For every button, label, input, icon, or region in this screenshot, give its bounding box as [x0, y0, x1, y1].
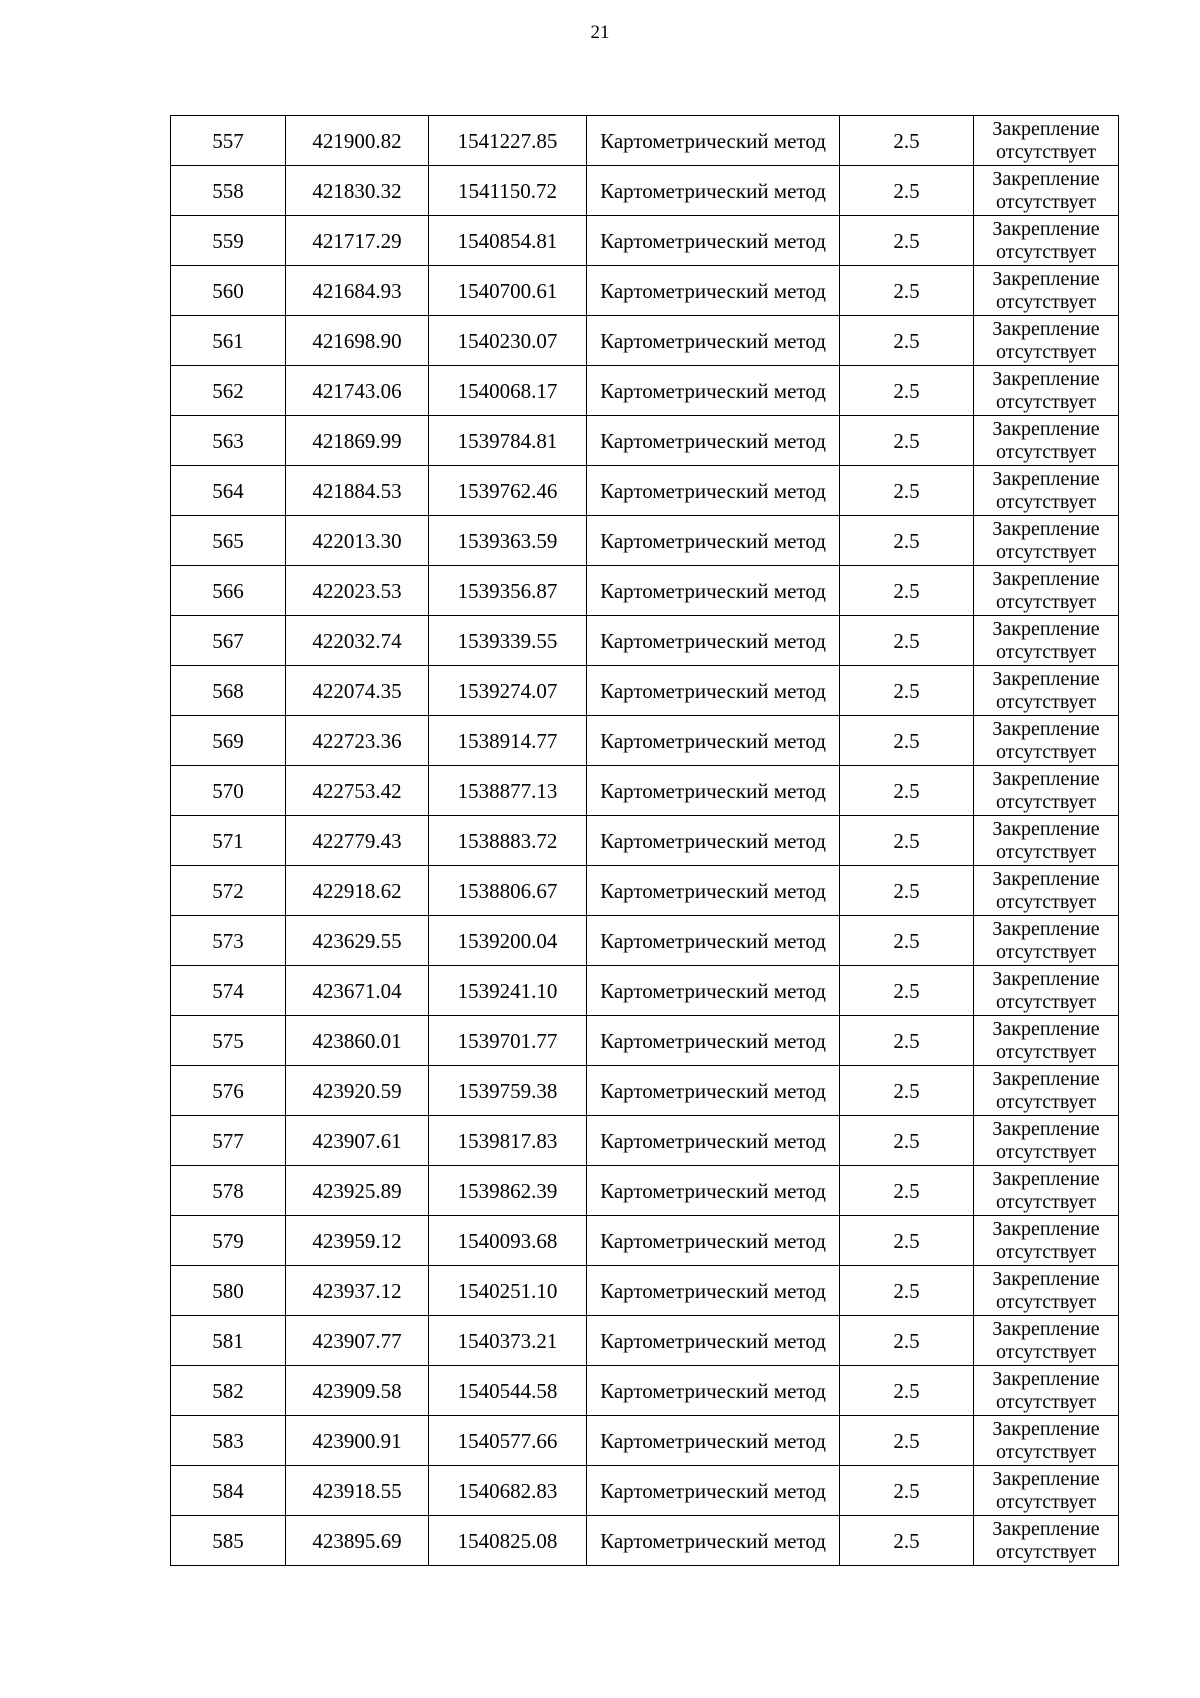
fixation-cell — [974, 816, 1119, 866]
point-number-cell: 563 — [171, 416, 286, 466]
accuracy-cell: 2.5 — [840, 1516, 974, 1566]
x-coordinate-cell: 422918.62 — [286, 866, 429, 916]
fixation-cell — [974, 1416, 1119, 1466]
table-row — [171, 466, 1119, 516]
table-row — [171, 916, 1119, 966]
table-row — [171, 366, 1119, 416]
method-cell: Картометрический метод — [587, 1266, 840, 1316]
x-coordinate-cell: 423925.89 — [286, 1166, 429, 1216]
table-row — [171, 1516, 1119, 1566]
fixation-cell — [974, 1216, 1119, 1266]
fixation-cell — [974, 516, 1119, 566]
fixation-cell — [974, 416, 1119, 466]
x-coordinate-cell: 422032.74 — [286, 616, 429, 666]
fixation-cell — [974, 1366, 1119, 1416]
point-number-cell: 584 — [171, 1466, 286, 1516]
x-coordinate-cell: 421900.82 — [286, 116, 429, 166]
point-number-cell: 582 — [171, 1366, 286, 1416]
accuracy-cell: 2.5 — [840, 216, 974, 266]
fixation-line-2: отсутствует — [995, 1490, 1097, 1513]
table-row — [171, 516, 1119, 566]
y-coordinate-cell: 1539356.87 — [429, 566, 587, 616]
table-row — [171, 766, 1119, 816]
fixation-line-1: Закрепление — [992, 867, 1100, 890]
method-cell: Картометрический метод — [587, 1166, 840, 1216]
coordinates-table-body — [171, 116, 1119, 1566]
fixation-line-1: Закрепление — [992, 717, 1100, 740]
y-coordinate-cell: 1538806.67 — [429, 866, 587, 916]
table-row — [171, 216, 1119, 266]
fixation-cell — [974, 1466, 1119, 1516]
fixation-line-1: Закрепление — [992, 917, 1100, 940]
fixation-line-1: Закрепление — [992, 117, 1100, 140]
point-number-cell: 559 — [171, 216, 286, 266]
point-number-cell: 572 — [171, 866, 286, 916]
point-number-cell: 574 — [171, 966, 286, 1016]
fixation-cell — [974, 1166, 1119, 1216]
method-cell: Картометрический метод — [587, 1366, 840, 1416]
table-row — [171, 1216, 1119, 1266]
x-coordinate-cell: 423920.59 — [286, 1066, 429, 1116]
fixation-line-2: отсутствует — [995, 340, 1097, 363]
fixation-line-2: отсутствует — [995, 940, 1097, 963]
accuracy-cell: 2.5 — [840, 1316, 974, 1366]
accuracy-cell: 2.5 — [840, 816, 974, 866]
y-coordinate-cell: 1539817.83 — [429, 1116, 587, 1166]
method-cell: Картометрический метод — [587, 1466, 840, 1516]
fixation-cell — [974, 766, 1119, 816]
table-row — [171, 1366, 1119, 1416]
fixation-line-1: Закрепление — [992, 1017, 1100, 1040]
fixation-line-2: отсутствует — [995, 1140, 1097, 1163]
y-coordinate-cell: 1538914.77 — [429, 716, 587, 766]
table-row — [171, 266, 1119, 316]
fixation-line-1: Закрепление — [992, 1417, 1100, 1440]
table-row — [171, 666, 1119, 716]
method-cell: Картометрический метод — [587, 216, 840, 266]
x-coordinate-cell: 423900.91 — [286, 1416, 429, 1466]
fixation-line-1: Закрепление — [992, 267, 1100, 290]
x-coordinate-cell: 422013.30 — [286, 516, 429, 566]
table-row — [171, 816, 1119, 866]
fixation-line-1: Закрепление — [992, 617, 1100, 640]
fixation-line-2: отсутствует — [995, 640, 1097, 663]
fixation-line-1: Закрепление — [992, 1067, 1100, 1090]
accuracy-cell: 2.5 — [840, 416, 974, 466]
method-cell: Картометрический метод — [587, 1016, 840, 1066]
x-coordinate-cell: 421743.06 — [286, 366, 429, 416]
point-number-cell: 581 — [171, 1316, 286, 1366]
method-cell: Картометрический метод — [587, 266, 840, 316]
method-cell: Картометрический метод — [587, 616, 840, 666]
point-number-cell: 565 — [171, 516, 286, 566]
accuracy-cell: 2.5 — [840, 116, 974, 166]
fixation-line-1: Закрепление — [992, 967, 1100, 990]
method-cell: Картометрический метод — [587, 116, 840, 166]
method-cell: Картометрический метод — [587, 366, 840, 416]
fixation-line-2: отсутствует — [995, 690, 1097, 713]
fixation-line-1: Закрепление — [992, 517, 1100, 540]
y-coordinate-cell: 1540373.21 — [429, 1316, 587, 1366]
fixation-cell — [974, 716, 1119, 766]
x-coordinate-cell: 422753.42 — [286, 766, 429, 816]
fixation-line-2: отсутствует — [995, 140, 1097, 163]
method-cell: Картометрический метод — [587, 1066, 840, 1116]
fixation-cell — [974, 266, 1119, 316]
method-cell: Картометрический метод — [587, 1416, 840, 1466]
coordinates-table — [170, 115, 1119, 1566]
fixation-line-1: Закрепление — [992, 1367, 1100, 1390]
fixation-line-1: Закрепление — [992, 767, 1100, 790]
accuracy-cell: 2.5 — [840, 866, 974, 916]
accuracy-cell: 2.5 — [840, 1416, 974, 1466]
x-coordinate-cell: 421830.32 — [286, 166, 429, 216]
y-coordinate-cell: 1539363.59 — [429, 516, 587, 566]
fixation-line-1: Закрепление — [992, 1517, 1100, 1540]
table-row — [171, 866, 1119, 916]
y-coordinate-cell: 1539200.04 — [429, 916, 587, 966]
table-row — [171, 116, 1119, 166]
fixation-cell — [974, 966, 1119, 1016]
fixation-line-2: отсутствует — [995, 1240, 1097, 1263]
y-coordinate-cell: 1539701.77 — [429, 1016, 587, 1066]
fixation-line-2: отсутствует — [995, 1340, 1097, 1363]
x-coordinate-cell: 423918.55 — [286, 1466, 429, 1516]
y-coordinate-cell: 1539241.10 — [429, 966, 587, 1016]
y-coordinate-cell: 1541150.72 — [429, 166, 587, 216]
fixation-line-1: Закрепление — [992, 1317, 1100, 1340]
x-coordinate-cell: 421684.93 — [286, 266, 429, 316]
x-coordinate-cell: 422779.43 — [286, 816, 429, 866]
table-row — [171, 566, 1119, 616]
point-number-cell: 576 — [171, 1066, 286, 1116]
fixation-cell — [974, 466, 1119, 516]
accuracy-cell: 2.5 — [840, 366, 974, 416]
fixation-line-1: Закрепление — [992, 417, 1100, 440]
accuracy-cell: 2.5 — [840, 466, 974, 516]
fixation-line-1: Закрепление — [992, 217, 1100, 240]
fixation-line-2: отсутствует — [995, 990, 1097, 1013]
fixation-cell — [974, 166, 1119, 216]
point-number-cell: 557 — [171, 116, 286, 166]
fixation-line-1: Закрепление — [992, 1467, 1100, 1490]
fixation-line-1: Закрепление — [992, 367, 1100, 390]
point-number-cell: 577 — [171, 1116, 286, 1166]
y-coordinate-cell: 1538883.72 — [429, 816, 587, 866]
y-coordinate-cell: 1540544.58 — [429, 1366, 587, 1416]
fixation-line-1: Закрепление — [992, 317, 1100, 340]
y-coordinate-cell: 1540230.07 — [429, 316, 587, 366]
fixation-line-2: отсутствует — [995, 590, 1097, 613]
fixation-cell — [974, 1316, 1119, 1366]
fixation-cell — [974, 316, 1119, 366]
x-coordinate-cell: 423909.58 — [286, 1366, 429, 1416]
accuracy-cell: 2.5 — [840, 166, 974, 216]
x-coordinate-cell: 423671.04 — [286, 966, 429, 1016]
fixation-line-2: отсутствует — [995, 290, 1097, 313]
point-number-cell: 585 — [171, 1516, 286, 1566]
method-cell: Картометрический метод — [587, 566, 840, 616]
point-number-cell: 571 — [171, 816, 286, 866]
point-number-cell: 558 — [171, 166, 286, 216]
accuracy-cell: 2.5 — [840, 316, 974, 366]
fixation-line-2: отсутствует — [995, 890, 1097, 913]
fixation-line-1: Закрепление — [992, 1167, 1100, 1190]
y-coordinate-cell: 1539339.55 — [429, 616, 587, 666]
fixation-cell — [974, 216, 1119, 266]
fixation-line-2: отсутствует — [995, 1390, 1097, 1413]
table-row — [171, 1116, 1119, 1166]
fixation-line-2: отсутствует — [995, 1040, 1097, 1063]
accuracy-cell: 2.5 — [840, 1366, 974, 1416]
page-number: 21 — [590, 22, 610, 43]
method-cell: Картометрический метод — [587, 416, 840, 466]
fixation-line-1: Закрепление — [992, 567, 1100, 590]
method-cell: Картометрический метод — [587, 766, 840, 816]
accuracy-cell: 2.5 — [840, 1116, 974, 1166]
point-number-cell: 573 — [171, 916, 286, 966]
table-row — [171, 1466, 1119, 1516]
point-number-cell: 580 — [171, 1266, 286, 1316]
y-coordinate-cell: 1540825.08 — [429, 1516, 587, 1566]
method-cell: Картометрический метод — [587, 466, 840, 516]
fixation-line-1: Закрепление — [992, 1117, 1100, 1140]
table-row — [171, 316, 1119, 366]
y-coordinate-cell: 1539274.07 — [429, 666, 587, 716]
x-coordinate-cell: 421698.90 — [286, 316, 429, 366]
y-coordinate-cell: 1540854.81 — [429, 216, 587, 266]
method-cell: Картометрический метод — [587, 866, 840, 916]
fixation-line-2: отсутствует — [995, 1090, 1097, 1113]
method-cell: Картометрический метод — [587, 316, 840, 366]
y-coordinate-cell: 1538877.13 — [429, 766, 587, 816]
fixation-cell — [974, 1116, 1119, 1166]
fixation-cell — [974, 1266, 1119, 1316]
fixation-line-2: отсутствует — [995, 1190, 1097, 1213]
accuracy-cell: 2.5 — [840, 716, 974, 766]
table-row — [171, 966, 1119, 1016]
x-coordinate-cell: 423895.69 — [286, 1516, 429, 1566]
method-cell: Картометрический метод — [587, 966, 840, 1016]
fixation-line-1: Закрепление — [992, 167, 1100, 190]
fixation-cell — [974, 1066, 1119, 1116]
point-number-cell: 567 — [171, 616, 286, 666]
y-coordinate-cell: 1540251.10 — [429, 1266, 587, 1316]
point-number-cell: 569 — [171, 716, 286, 766]
fixation-cell — [974, 366, 1119, 416]
table-row — [171, 416, 1119, 466]
table-row — [171, 616, 1119, 666]
fixation-line-1: Закрепление — [992, 817, 1100, 840]
accuracy-cell: 2.5 — [840, 666, 974, 716]
fixation-line-2: отсутствует — [995, 490, 1097, 513]
fixation-line-2: отсутствует — [995, 440, 1097, 463]
y-coordinate-cell: 1540093.68 — [429, 1216, 587, 1266]
fixation-line-2: отсутствует — [995, 540, 1097, 563]
point-number-cell: 564 — [171, 466, 286, 516]
x-coordinate-cell: 423937.12 — [286, 1266, 429, 1316]
table-row — [171, 1316, 1119, 1366]
method-cell: Картометрический метод — [587, 166, 840, 216]
method-cell: Картометрический метод — [587, 1316, 840, 1366]
accuracy-cell: 2.5 — [840, 1266, 974, 1316]
fixation-cell — [974, 866, 1119, 916]
y-coordinate-cell: 1539784.81 — [429, 416, 587, 466]
method-cell: Картометрический метод — [587, 1516, 840, 1566]
y-coordinate-cell: 1540068.17 — [429, 366, 587, 416]
point-number-cell: 578 — [171, 1166, 286, 1216]
fixation-line-2: отсутствует — [995, 1440, 1097, 1463]
fixation-line-2: отсутствует — [995, 790, 1097, 813]
fixation-line-2: отсутствует — [995, 1290, 1097, 1313]
method-cell: Картометрический метод — [587, 1116, 840, 1166]
table-row — [171, 1166, 1119, 1216]
table-row — [171, 166, 1119, 216]
x-coordinate-cell: 423959.12 — [286, 1216, 429, 1266]
table-row — [171, 716, 1119, 766]
point-number-cell: 566 — [171, 566, 286, 616]
y-coordinate-cell: 1539862.39 — [429, 1166, 587, 1216]
x-coordinate-cell: 422723.36 — [286, 716, 429, 766]
point-number-cell: 560 — [171, 266, 286, 316]
point-number-cell: 561 — [171, 316, 286, 366]
x-coordinate-cell: 423907.61 — [286, 1116, 429, 1166]
point-number-cell: 579 — [171, 1216, 286, 1266]
fixation-cell — [974, 916, 1119, 966]
fixation-cell — [974, 666, 1119, 716]
fixation-cell — [974, 616, 1119, 666]
fixation-line-1: Закрепление — [992, 467, 1100, 490]
accuracy-cell: 2.5 — [840, 1216, 974, 1266]
accuracy-cell: 2.5 — [840, 916, 974, 966]
x-coordinate-cell: 423860.01 — [286, 1016, 429, 1066]
method-cell: Картометрический метод — [587, 916, 840, 966]
accuracy-cell: 2.5 — [840, 1066, 974, 1116]
x-coordinate-cell: 422023.53 — [286, 566, 429, 616]
point-number-cell: 568 — [171, 666, 286, 716]
accuracy-cell: 2.5 — [840, 966, 974, 1016]
x-coordinate-cell: 423629.55 — [286, 916, 429, 966]
accuracy-cell: 2.5 — [840, 1016, 974, 1066]
table-row — [171, 1066, 1119, 1116]
fixation-line-2: отсутствует — [995, 740, 1097, 763]
method-cell: Картометрический метод — [587, 666, 840, 716]
accuracy-cell: 2.5 — [840, 266, 974, 316]
fixation-line-2: отсутствует — [995, 1540, 1097, 1563]
x-coordinate-cell: 423907.77 — [286, 1316, 429, 1366]
fixation-line-1: Закрепление — [992, 1267, 1100, 1290]
table-row — [171, 1016, 1119, 1066]
fixation-line-1: Закрепление — [992, 667, 1100, 690]
method-cell: Картометрический метод — [587, 716, 840, 766]
accuracy-cell: 2.5 — [840, 566, 974, 616]
fixation-cell — [974, 1016, 1119, 1066]
fixation-line-2: отсутствует — [995, 240, 1097, 263]
fixation-line-2: отсутствует — [995, 840, 1097, 863]
x-coordinate-cell: 422074.35 — [286, 666, 429, 716]
point-number-cell: 562 — [171, 366, 286, 416]
point-number-cell: 575 — [171, 1016, 286, 1066]
y-coordinate-cell: 1540682.83 — [429, 1466, 587, 1516]
accuracy-cell: 2.5 — [840, 1466, 974, 1516]
fixation-cell — [974, 1516, 1119, 1566]
fixation-cell — [974, 116, 1119, 166]
point-number-cell: 583 — [171, 1416, 286, 1466]
accuracy-cell: 2.5 — [840, 766, 974, 816]
method-cell: Картометрический метод — [587, 516, 840, 566]
y-coordinate-cell: 1539762.46 — [429, 466, 587, 516]
x-coordinate-cell: 421884.53 — [286, 466, 429, 516]
x-coordinate-cell: 421717.29 — [286, 216, 429, 266]
x-coordinate-cell: 421869.99 — [286, 416, 429, 466]
accuracy-cell: 2.5 — [840, 1166, 974, 1216]
accuracy-cell: 2.5 — [840, 516, 974, 566]
y-coordinate-cell: 1540577.66 — [429, 1416, 587, 1466]
fixation-line-1: Закрепление — [992, 1217, 1100, 1240]
fixation-cell — [974, 566, 1119, 616]
fixation-line-2: отсутствует — [995, 190, 1097, 213]
y-coordinate-cell: 1540700.61 — [429, 266, 587, 316]
accuracy-cell: 2.5 — [840, 616, 974, 666]
method-cell: Картометрический метод — [587, 816, 840, 866]
y-coordinate-cell: 1541227.85 — [429, 116, 587, 166]
fixation-line-2: отсутствует — [995, 390, 1097, 413]
y-coordinate-cell: 1539759.38 — [429, 1066, 587, 1116]
table-row — [171, 1416, 1119, 1466]
method-cell: Картометрический метод — [587, 1216, 840, 1266]
point-number-cell: 570 — [171, 766, 286, 816]
table-row — [171, 1266, 1119, 1316]
